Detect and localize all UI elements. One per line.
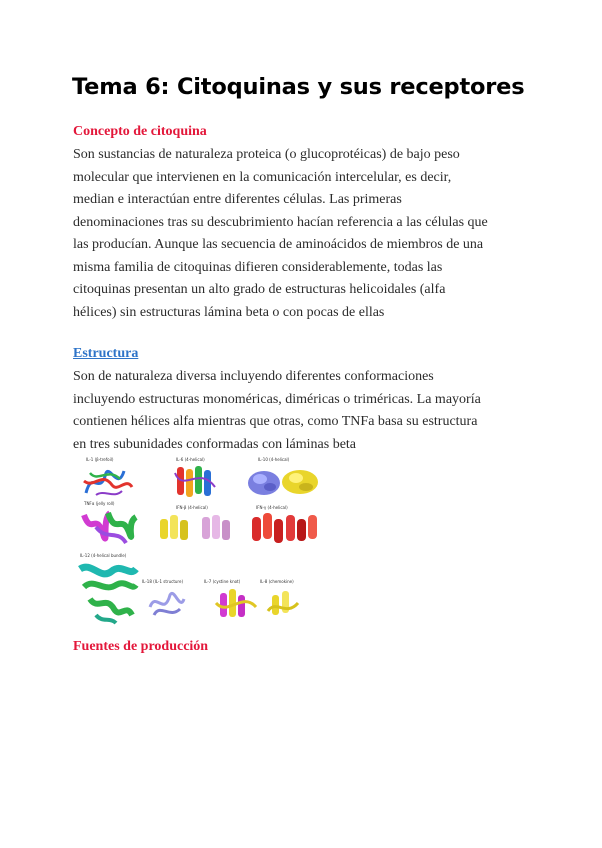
page-title: Tema 6: Citoquinas y sus receptores bbox=[72, 74, 525, 100]
figure-caption: IL-8 (chemokine) bbox=[260, 579, 294, 584]
protein-structure-image bbox=[78, 463, 136, 501]
protein-structure-image bbox=[248, 511, 322, 547]
cytokine-structures-figure bbox=[76, 455, 326, 630]
protein-structure-image bbox=[156, 511, 236, 545]
text-line: Son sustancias de naturaleza proteica (o glucoprotéicas) de bajo peso bbox=[73, 147, 460, 162]
figure-caption: IFN-γ (4-helical) bbox=[256, 505, 288, 510]
text-line: contienen hélices alfa mientras que otras, como TNFa basa su estructura bbox=[73, 414, 478, 429]
protein-structure-image bbox=[146, 587, 188, 621]
text-line: en tres subunidades conformadas con láminas beta bbox=[73, 436, 357, 452]
text-line: incluyendo estructuras monoméricas, diméricas o triméricas. La mayoría bbox=[73, 391, 481, 407]
section-heading-fuentes: Fuentes de producción bbox=[73, 639, 209, 654]
protein-structure-image bbox=[214, 587, 258, 623]
figure-caption: IL-10 (4-helical) bbox=[258, 457, 290, 462]
text-line: Son de naturaleza diversa incluyendo diferentes conformaciones bbox=[73, 369, 434, 384]
figure-caption: IL-6 (4-helical) bbox=[176, 457, 205, 462]
protein-structure-image bbox=[266, 589, 300, 619]
protein-structure-image bbox=[78, 507, 140, 547]
section-heading-estructura-link[interactable]: Estructura bbox=[73, 346, 139, 361]
section-heading-concepto: Concepto de citoquina bbox=[73, 124, 207, 139]
text-line: misma familia de citoquinas difieren considerablemente, todas las bbox=[73, 259, 443, 275]
text-line: hélices) sin estructuras lámina beta o con pocas de ellas bbox=[73, 304, 385, 320]
protein-structure-image bbox=[171, 463, 221, 501]
figure-caption: IFN-β (4-helical) bbox=[176, 505, 208, 510]
text-line: denominaciones tras su descubrimiento hacían referencia a las células que bbox=[73, 214, 488, 230]
figure-caption: IL-1 (β-trefoil) bbox=[86, 457, 114, 462]
figure-caption: TNFα (jelly roll) bbox=[84, 501, 115, 506]
protein-structure-image bbox=[244, 465, 324, 499]
text-line: molecular que intervienen en la comunicación intercelular, es decir, bbox=[73, 169, 452, 185]
protein-structure-image bbox=[76, 559, 140, 625]
figure-caption: IL-18 (IL-1 structure) bbox=[142, 579, 184, 584]
paragraph-concepto bbox=[73, 144, 533, 324]
figure-caption: IL-7 (cystine knot) bbox=[204, 579, 241, 584]
text-line: citoquinas presentan un alto grado de estructuras helicoidales (alfa bbox=[73, 282, 446, 297]
text-line: median e interactúan entre diferentes células. Las primeras bbox=[73, 192, 402, 207]
text-line: las producían. Aunque las secuencia de aminoácidos de miembros de una bbox=[73, 237, 484, 252]
figure-caption: IL-12 (4-helical bundle) bbox=[80, 553, 127, 558]
paragraph-estructura bbox=[73, 366, 533, 456]
